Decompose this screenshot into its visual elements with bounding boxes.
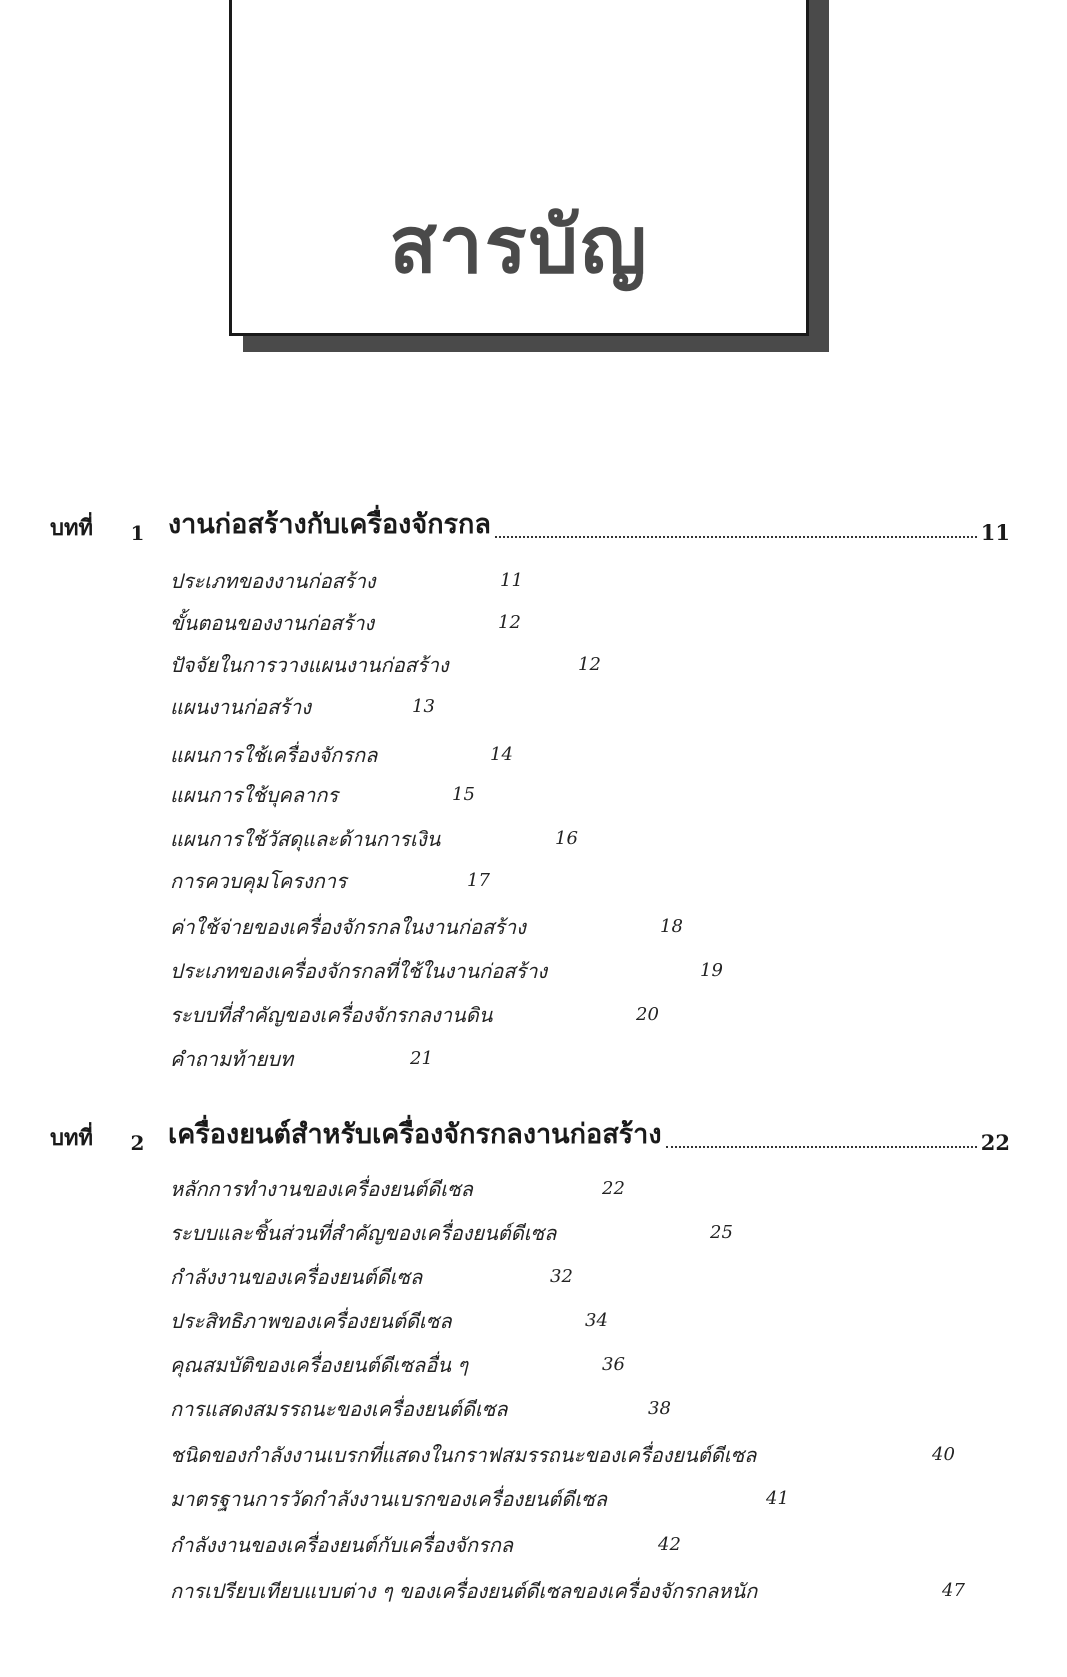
toc-entry-text: ประสิทธิภาพของเครื่องยนต์ดีเซล (170, 1309, 452, 1333)
toc-entry-text: ประเภทของงานก่อสร้าง (170, 569, 376, 593)
toc-entry-page: 12 (578, 654, 601, 675)
toc-entry[interactable] (170, 1044, 433, 1074)
toc-entry[interactable] (170, 1262, 573, 1292)
toc-entry-text: แผนการใช้บุคลากร (170, 783, 339, 807)
toc-entry-page: 36 (602, 1354, 625, 1375)
toc-entry-text: แผนการใช้วัสดุและด้านการเงิน (170, 827, 441, 851)
chapter-heading-1[interactable] (50, 505, 1010, 545)
toc-entry-page: 32 (550, 1266, 573, 1287)
toc-entry-page: 16 (555, 828, 578, 849)
toc-entry-page: 22 (602, 1178, 625, 1199)
toc-entry[interactable] (170, 1576, 965, 1606)
toc-entry[interactable] (170, 824, 578, 854)
toc-entry-text: คุณสมบัติของเครื่องยนต์ดีเซลอื่น ๆ (170, 1353, 469, 1377)
page-title: สารบัญ (389, 201, 649, 291)
toc-entry-text: กำลังงานของเครื่องยนต์ดีเซล (170, 1265, 423, 1289)
toc-entry-text: ชนิดของกำลังงานเบรกที่แสดงในกราฟสมรรถนะของเครื่องยนต์ดีเซล (170, 1443, 757, 1467)
toc-entry[interactable] (170, 650, 601, 680)
toc-entry-page: 47 (942, 1580, 965, 1601)
toc-entry-text: ระบบที่สำคัญของเครื่องจักรกลงานดิน (170, 1003, 493, 1027)
title-box (229, 0, 809, 336)
toc-entry-page: 20 (636, 1004, 659, 1025)
toc-entry[interactable] (170, 912, 683, 942)
toc-entry-page: 15 (452, 784, 475, 805)
toc-entry-page: 11 (500, 570, 523, 591)
toc-entry-text: ประเภทของเครื่องจักรกลที่ใช้ในงานก่อสร้าง (170, 959, 548, 983)
toc-entry[interactable] (170, 956, 723, 986)
toc-entry[interactable] (170, 1306, 608, 1336)
toc-entry-page: 25 (710, 1222, 733, 1243)
toc-entry[interactable] (170, 1394, 671, 1424)
toc-entry-page: 17 (467, 870, 490, 891)
toc-entry[interactable] (170, 1174, 625, 1204)
toc-entry[interactable] (170, 1484, 789, 1514)
toc-entry-text: หลักการทำงานของเครื่องยนต์ดีเซล (170, 1177, 473, 1201)
toc-entry-text: การควบคุมโครงการ (170, 869, 347, 893)
toc-entry-page: 12 (498, 612, 521, 633)
chapter-page-number: 22 (980, 1130, 1010, 1155)
toc-entry[interactable] (170, 1350, 625, 1380)
toc-entry[interactable] (170, 1530, 681, 1560)
toc-entry-page: 42 (658, 1534, 681, 1555)
chapter-title: งานก่อสร้างกับเครื่องจักรกล (168, 509, 491, 540)
toc-entry-text: มาตรฐานการวัดกำลังงานเบรกของเครื่องยนต์ดีเซล (170, 1487, 608, 1511)
toc-entry-page: 18 (660, 916, 683, 937)
toc-entry[interactable] (170, 740, 513, 770)
toc-entry[interactable] (170, 608, 521, 638)
leader-dots (495, 535, 977, 538)
chapter-label: บทที่ (50, 515, 93, 541)
toc-entry-text: ค่าใช้จ่ายของเครื่องจักรกลในงานก่อสร้าง (170, 915, 526, 939)
chapter-heading-2[interactable] (50, 1115, 1010, 1155)
toc-entry[interactable] (170, 866, 490, 896)
toc-entry-text: แผนการใช้เครื่องจักรกล (170, 743, 378, 767)
toc-entry-text: การแสดงสมรรถนะของเครื่องยนต์ดีเซล (170, 1397, 508, 1421)
toc-entry-page: 40 (932, 1444, 955, 1465)
toc-entry-page: 34 (585, 1310, 608, 1331)
toc-entry[interactable] (170, 780, 475, 810)
toc-entry[interactable] (170, 1218, 733, 1248)
leader-dots (666, 1145, 977, 1148)
toc-entry-page: 13 (412, 696, 435, 717)
toc-entry-page: 21 (410, 1048, 433, 1069)
toc-entry-text: ปัจจัยในการวางแผนงานก่อสร้าง (170, 653, 449, 677)
toc-entry[interactable] (170, 566, 523, 596)
chapter-label: บทที่ (50, 1125, 93, 1151)
chapter-number: 1 (130, 521, 145, 545)
toc-entry[interactable] (170, 1440, 955, 1470)
toc-entry-text: กำลังงานของเครื่องยนต์กับเครื่องจักรกล (170, 1533, 514, 1557)
chapter-number: 2 (130, 1131, 145, 1155)
toc-entry-text: แผนงานก่อสร้าง (170, 695, 312, 719)
toc-entry-page: 41 (766, 1488, 789, 1509)
toc-entry-text: ขั้นตอนของงานก่อสร้าง (170, 611, 375, 635)
toc-entry-text: การเปรียบเทียบแบบต่าง ๆ ของเครื่องยนต์ดีเซลของเครื่องจักรกลหนัก (170, 1579, 758, 1603)
toc-entry-page: 38 (648, 1398, 671, 1419)
toc-entry-text: คำถามท้ายบท (170, 1047, 294, 1071)
toc-entry[interactable] (170, 692, 435, 722)
chapter-title: เครื่องยนต์สำหรับเครื่องจักรกลงานก่อสร้าง (168, 1119, 662, 1150)
toc-entry-text: ระบบและชิ้นส่วนที่สำคัญของเครื่องยนต์ดีเซล (170, 1221, 557, 1245)
toc-entry-page: 19 (700, 960, 723, 981)
toc-entry-page: 14 (490, 744, 513, 765)
chapter-page-number: 11 (980, 520, 1010, 545)
toc-entry[interactable] (170, 1000, 659, 1030)
